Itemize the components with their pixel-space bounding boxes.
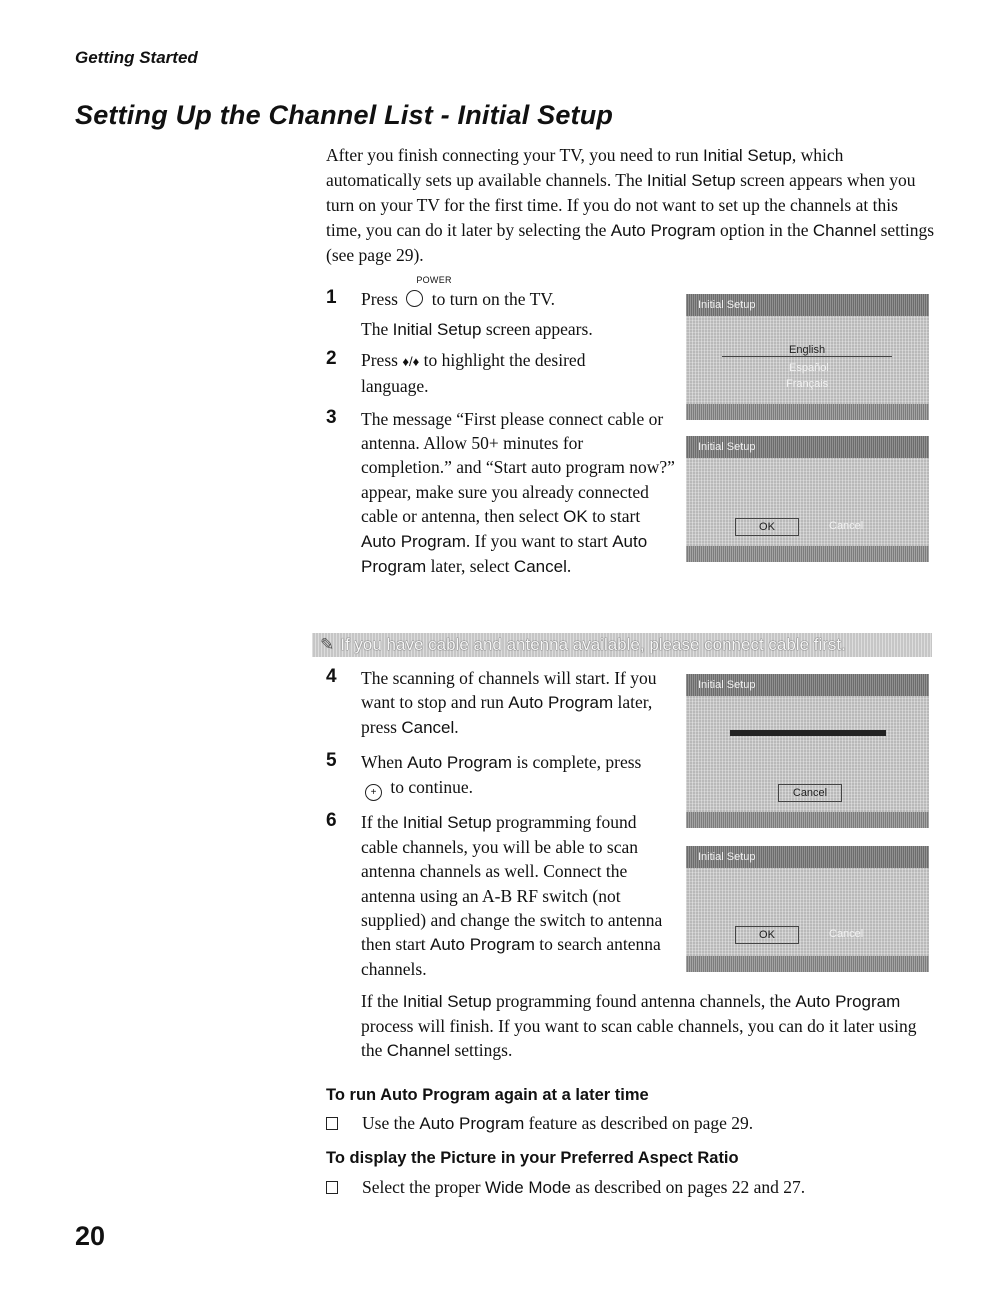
step-1: 1 Press POWER to turn on the TV. The Initial Setup screen appears.	[326, 275, 593, 340]
tip-heading-auto-program: To run Auto Program again at a later time	[326, 1086, 649, 1104]
cancel-button[interactable]: Cancel	[829, 928, 864, 940]
language-option-english[interactable]: English	[789, 344, 826, 356]
step-4: 4 The scanning of channels will start. If you want to stop and run Auto Program later, press Cancel.	[326, 666, 657, 738]
step-2: 2 Press ♦/♦ to highlight the desired language.	[326, 348, 586, 397]
after-steps-paragraph: If the Initial Setup programming found antenna channels, the Auto Program process will finish. If you want to scan cable channels, you can do it later using the Channel settings.	[361, 991, 917, 1061]
cancel-button[interactable]: Cancel	[829, 520, 864, 532]
tv-screen-confirm	[686, 436, 929, 562]
screen-title: Initial Setup	[686, 674, 929, 696]
cancel-button[interactable]: Cancel	[778, 784, 842, 802]
tv-screen-scanning	[686, 674, 929, 828]
note-banner: ✎ If you have cable and antenna available, please connect cable first.	[312, 633, 932, 657]
up-down-arrow-icon: ♦/♦	[402, 354, 420, 369]
language-option-espanol[interactable]: Español	[789, 362, 829, 374]
power-button-icon: POWER	[406, 290, 423, 307]
scan-progress-bar	[730, 730, 886, 736]
screen-title: Initial Setup	[686, 436, 929, 458]
enter-button-icon: +	[365, 784, 382, 801]
ok-button[interactable]: OK	[735, 518, 799, 536]
tip-item-wide-mode: Select the proper Wide Mode as described on pages 22 and 27.	[326, 1175, 805, 1200]
step-5: 5 When Auto Program is complete, press + to continue.	[361, 750, 661, 801]
checkbox-bullet-icon	[326, 1181, 338, 1194]
screen-title: Initial Setup	[686, 846, 929, 868]
tip-item-auto-program: Use the Auto Program feature as described on page 29.	[326, 1111, 753, 1136]
section-label: Getting Started	[75, 48, 198, 67]
step-6: 6 If the Initial Setup programming found cable channels, you will be able to scan antenna channels as well. Connect the antenna using an A-B RF switch (not supplied) and change the switch to antenna then start Auto Program to search antenna channels.	[326, 810, 663, 980]
note-pencil-icon: ✎	[320, 635, 335, 654]
intro-paragraph: After you finish connecting your TV, you need to run Initial Setup, which automatically sets up available channels. The Initial Setup screen appears when you turn on your TV for the first time. If you do not want to set up the channels at this time, you can do it later by selecting the Auto Program option in the Channel settings (see page 29).	[326, 145, 935, 265]
screen-title: Initial Setup	[686, 294, 929, 316]
checkbox-bullet-icon	[326, 1117, 338, 1130]
tv-screen-language	[686, 294, 929, 420]
ok-button[interactable]: OK	[735, 926, 799, 944]
step-3: 3 The message “First please connect cable or antenna. Allow 50+ minutes for completion.” and “Start auto program now?” appear, make sure you already connected cable or antenna, then select OK to start Auto Program. If you want to start Auto Program later, select Cancel.	[326, 407, 675, 577]
tv-screen-antenna	[686, 846, 929, 972]
language-option-francais[interactable]: Français	[786, 378, 829, 390]
page-number: 20	[75, 1221, 106, 1251]
tip-heading-aspect-ratio: To display the Picture in your Preferred Aspect Ratio	[326, 1149, 739, 1167]
page-title: Setting Up the Channel List - Initial Setup	[75, 100, 614, 130]
